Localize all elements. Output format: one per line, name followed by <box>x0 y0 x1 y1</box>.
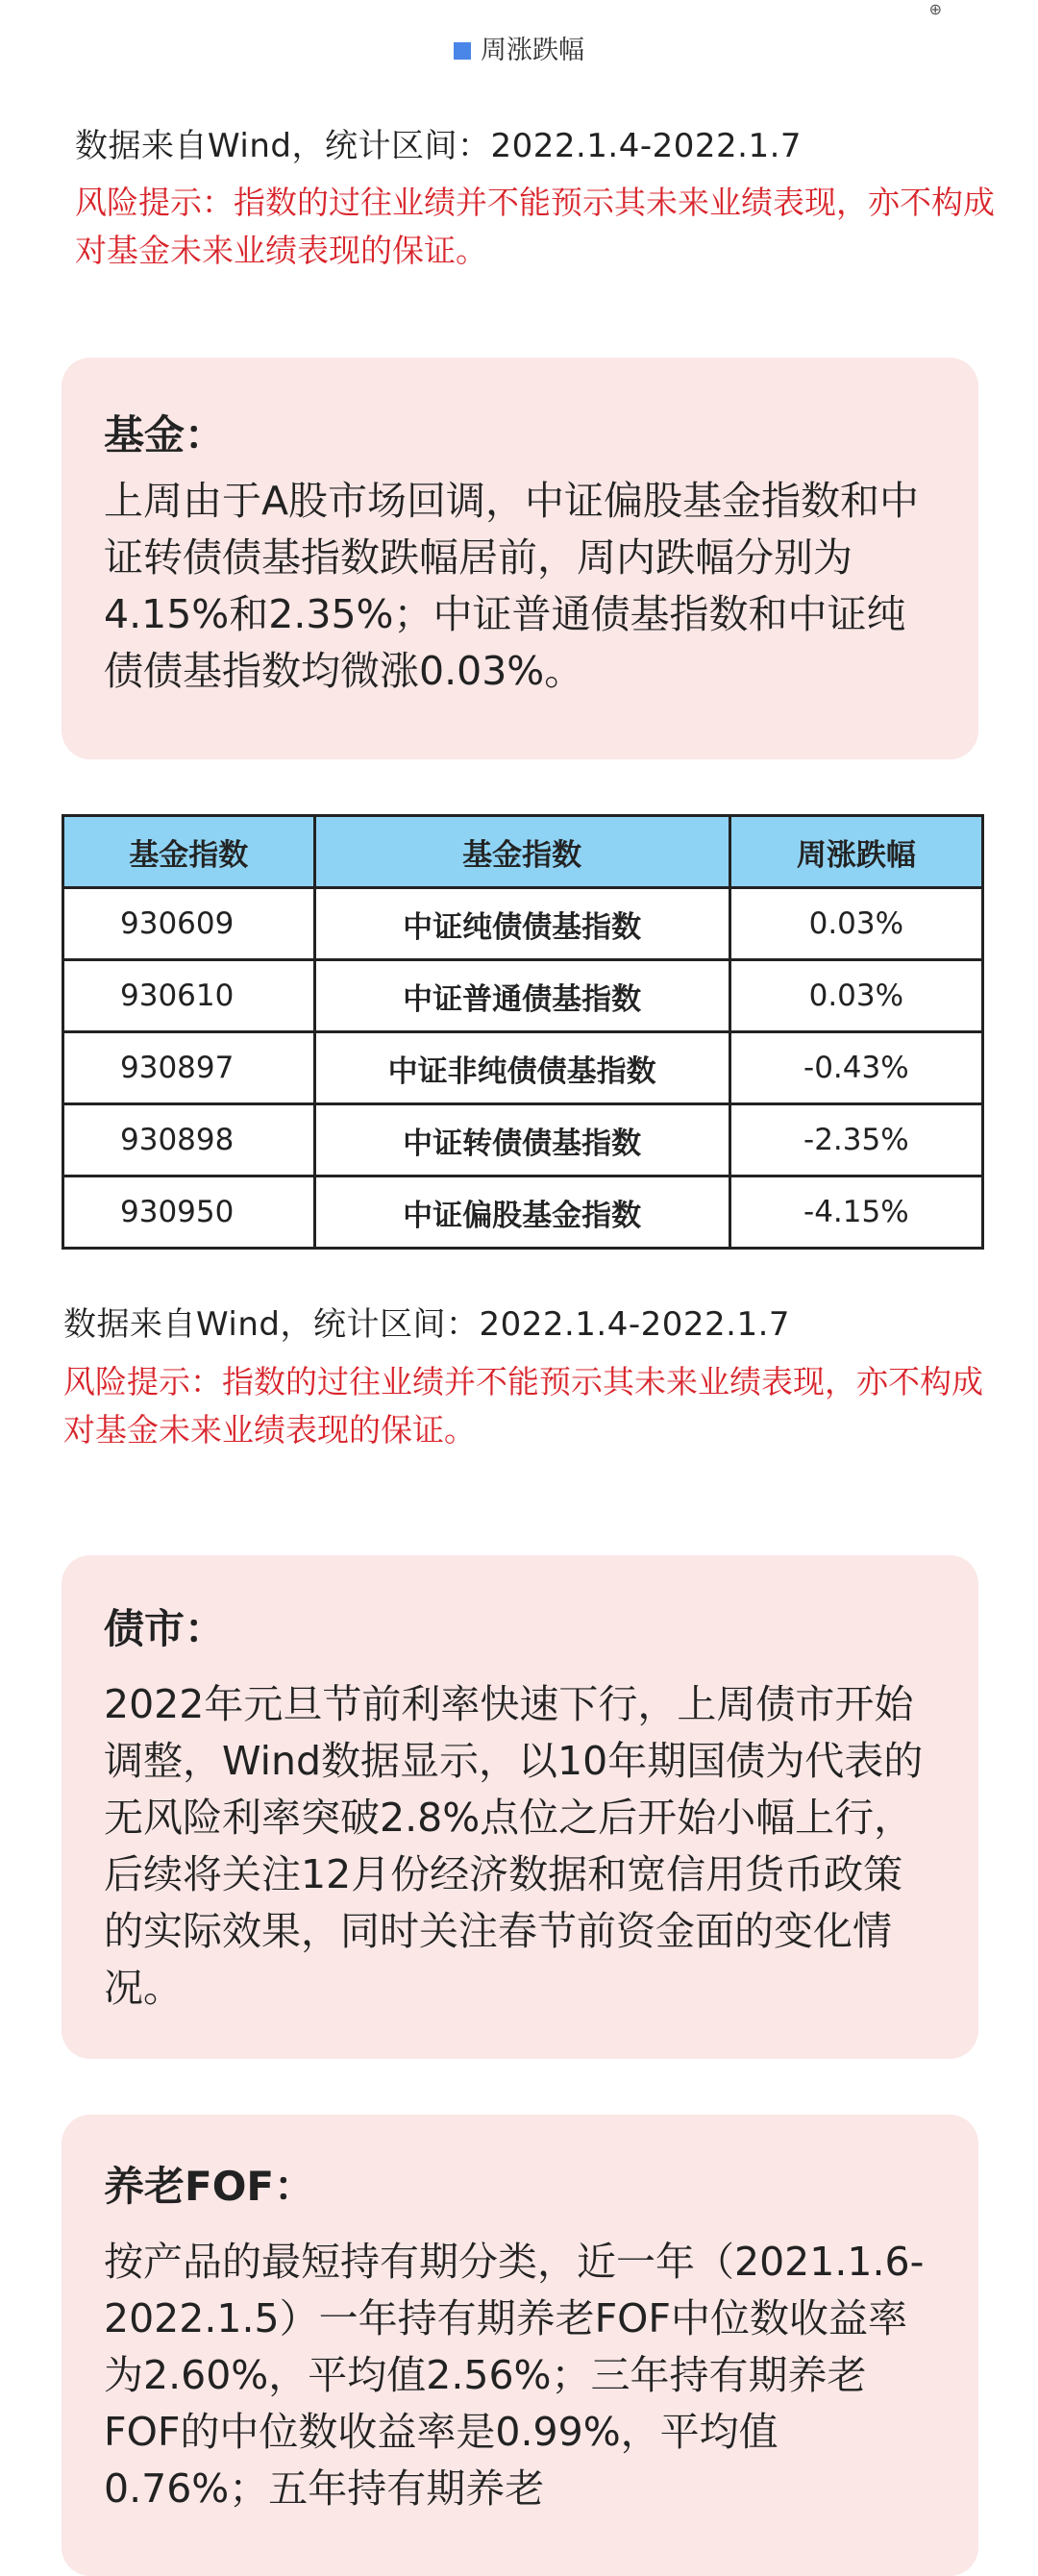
card-title: 养老FOF： <box>104 2163 315 2210</box>
fund-summary-card <box>62 358 978 759</box>
index-code: 930898 <box>63 1104 315 1177</box>
data-source-note: 数据来自Wind，统计区间：2022.1.4-2022.1.7 <box>75 127 803 165</box>
card-body: 按产品的最短持有期分类，近一年（2021.1.6-2022.1.5）一年持有期养老FOF中位数收益率为2.60%，平均值2.56%；三年持有期养老FOF的中位数收益率是0.99%，平均值0.76%；五年持有期养老 <box>104 2239 925 2512</box>
index-name: 中证转债债基指数 <box>314 1104 729 1177</box>
table-row <box>63 1177 983 1249</box>
index-code: 930897 <box>63 1032 315 1104</box>
chart-legend <box>0 29 1038 66</box>
fund-index-table <box>62 814 984 1250</box>
card-title: 债市： <box>104 1605 226 1652</box>
data-source-note: 数据来自Wind，统计区间：2022.1.4-2022.1.7 <box>63 1305 791 1344</box>
legend-label: 周涨跌幅 <box>481 36 584 65</box>
index-name: 中证纯债债基指数 <box>314 888 729 960</box>
risk-warning: 风险提示：指数的过往业绩并不能预示其未来业绩表现，亦不构成对基金未来业绩表现的保证。 <box>63 1363 983 1449</box>
risk-warning: 风险提示：指数的过往业绩并不能预示其未来业绩表现，亦不构成对基金未来业绩表现的保证。 <box>75 184 995 269</box>
table-header-cell: 基金指数 <box>63 816 315 888</box>
index-name: 中证普通债基指数 <box>314 960 729 1032</box>
weekly-change: -2.35% <box>729 1104 982 1177</box>
table-row <box>63 960 983 1032</box>
card-title: 基金： <box>104 411 226 458</box>
weekly-change: 0.03% <box>729 888 982 960</box>
table-header-cell: 基金指数 <box>314 816 729 888</box>
index-code: 930609 <box>63 888 315 960</box>
weekly-change: -4.15% <box>729 1177 982 1249</box>
bond-market-card <box>62 1555 978 2059</box>
table-row <box>63 1104 983 1177</box>
index-name: 中证非纯债债基指数 <box>314 1032 729 1104</box>
corner-icon: ⊕ <box>928 0 942 18</box>
weekly-change: -0.43% <box>729 1032 982 1104</box>
index-code: 930610 <box>63 960 315 1032</box>
legend-swatch <box>454 42 471 60</box>
table-header-row <box>63 816 983 888</box>
card-body: 2022年元旦节前利率快速下行，上周债市开始调整，Wind数据显示，以10年期国债为代表的无风险利率突破2.8%点位之后开始小幅上行，后续将关注12月份经济数据和宽信用货币政策的实际效果，同时关注春节前资金面的变化情况。 <box>104 1681 924 2011</box>
index-code: 930950 <box>63 1177 315 1249</box>
weekly-change: 0.03% <box>729 960 982 1032</box>
table-row <box>63 888 983 960</box>
index-name: 中证偏股基金指数 <box>314 1177 729 1249</box>
table-header-cell: 周涨跌幅 <box>729 816 982 888</box>
card-body: 上周由于A股市场回调，中证偏股基金指数和中证转债债基指数跌幅居前，周内跌幅分别为4.15%和2.35%；中证普通债基指数和中证纯债债基指数均微涨0.03%。 <box>104 478 920 694</box>
table-row <box>63 1032 983 1104</box>
pension-fof-card <box>62 2115 978 2576</box>
